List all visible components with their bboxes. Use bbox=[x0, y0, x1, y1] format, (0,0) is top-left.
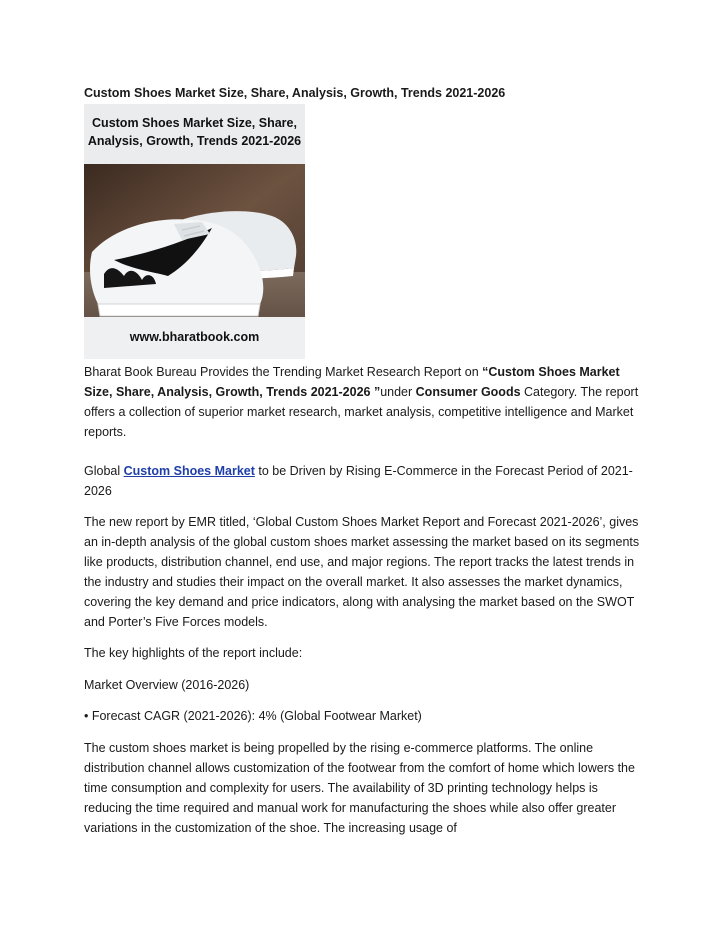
cover-image bbox=[84, 104, 305, 359]
intro-paragraph bbox=[84, 362, 644, 442]
intro-bold-category: Consumer Goods bbox=[415, 385, 521, 399]
custom-shoes-market-link[interactable]: Custom Shoes Market bbox=[123, 464, 255, 478]
intro-text-3: Category. The report offers a collection of superior market research, market analysis, competitive intelligence and Market reports. bbox=[84, 385, 639, 439]
cover-headline bbox=[84, 104, 305, 164]
cover-footer-url: www.bharatbook.com bbox=[84, 317, 305, 359]
intro-bold-report-name: “Custom Shoes Market Size, Share, Analysis, Growth, Trends 2021-2026 ” bbox=[84, 365, 620, 399]
intro-text-1: Bharat Book Bureau Provides the Trending Market Research Report on bbox=[84, 365, 483, 379]
cover-headline-line1: Custom Shoes Market Size, Share, bbox=[92, 116, 297, 130]
global-suffix: to be Driven by Rising E-Commerce in the Forecast Period of 2021-2026 bbox=[84, 464, 633, 498]
highlights-heading: The key highlights of the report include: bbox=[84, 646, 303, 660]
document-title: Custom Shoes Market Size, Share, Analysis, Growth, Trends 2021-2026 bbox=[84, 86, 506, 100]
global-paragraph bbox=[84, 461, 644, 501]
cagr-bullet: • Forecast CAGR (2021-2026): 4% (Global Footwear Market) bbox=[84, 709, 422, 723]
final-paragraph: The custom shoes market is being propelled by the rising e-commerce platforms. The online distribution channel allows customization of the footwear from the comfort of home which lowers the time consumption and complexity for users. The availability of 3D printing technology helps is reducing the time required and manual work for manufacturing the shoes while also offer greater variations in the customization of the shoe. The increasing usage of bbox=[84, 741, 635, 835]
emr-paragraph: The new report by EMR titled, ‘Global Custom Shoes Market Report and Forecast 2021-2026’, gives an in-depth analysis of the global custom shoes market assessing the market based on its segments like products, distribution channel, end use, and major regions. The report tracks the latest trends in the industry and studies their impact on the overall market. It also assesses the market dynamics, covering the key demand and price indicators, along with analysing the market based on the SWOT and Porter’s Five Forces models. bbox=[84, 515, 640, 629]
market-overview-line: Market Overview (2016-2026) bbox=[84, 678, 250, 692]
global-prefix: Global bbox=[84, 464, 124, 478]
intro-text-2: under bbox=[380, 385, 416, 399]
cover-headline-line2: Analysis, Growth, Trends 2021-2026 bbox=[87, 134, 302, 148]
